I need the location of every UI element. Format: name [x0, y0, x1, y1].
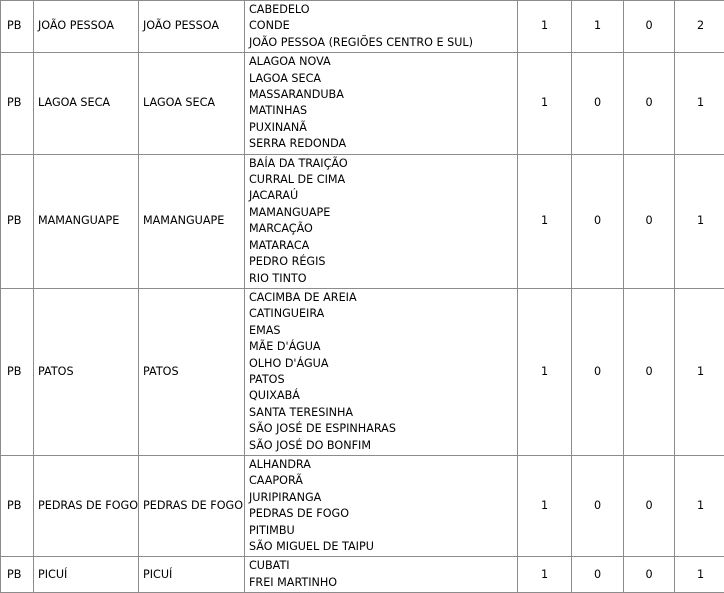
count-cell-3: 0 — [624, 154, 675, 288]
municipality-name: PATOS — [249, 372, 517, 388]
count-cell-4: 1 — [675, 288, 724, 455]
region-cell: PICUÍ — [34, 557, 139, 593]
count-cell-1: 1 — [518, 455, 572, 556]
municipality-name: CUBATI — [249, 558, 517, 574]
seat-cell: JOÃO PESSOA — [139, 1, 245, 53]
table-row — [1, 154, 724, 288]
municipalities-cell — [245, 1, 518, 53]
municipality-name: PITIMBU — [249, 523, 517, 539]
municipality-name: JOÃO PESSOA (REGIÕES CENTRO E SUL) — [249, 35, 517, 51]
region-cell: PEDRAS DE FOGO — [34, 455, 139, 556]
uf-cell: PB — [1, 455, 34, 556]
count-cell-1: 1 — [518, 288, 572, 455]
seat-cell: LAGOA SECA — [139, 53, 245, 154]
municipality-name: MARCAÇÃO — [249, 221, 517, 237]
count-cell-2: 0 — [572, 557, 624, 593]
municipality-name: JACARAÚ — [249, 188, 517, 204]
count-cell-2: 0 — [572, 455, 624, 556]
count-cell-4: 1 — [675, 154, 724, 288]
municipality-name: OLHO D'ÁGUA — [249, 356, 517, 372]
municipalities-cell — [245, 53, 518, 154]
municipality-name: LAGOA SECA — [249, 71, 517, 87]
seat-cell: MAMANGUAPE — [139, 154, 245, 288]
municipality-name: MATINHAS — [249, 103, 517, 119]
count-cell-1: 1 — [518, 1, 572, 53]
municipality-name: SANTA TERESINHA — [249, 405, 517, 421]
region-cell: PATOS — [34, 288, 139, 455]
count-cell-3: 0 — [624, 455, 675, 556]
municipality-name: ALHANDRA — [249, 457, 517, 473]
region-cell: JOÃO PESSOA — [34, 1, 139, 53]
region-cell: MAMANGUAPE — [34, 154, 139, 288]
uf-cell: PB — [1, 288, 34, 455]
count-cell-1: 1 — [518, 154, 572, 288]
municipality-name: ALAGOA NOVA — [249, 54, 517, 70]
count-cell-2: 0 — [572, 154, 624, 288]
municipalities-cell — [245, 557, 518, 593]
count-cell-2: 0 — [572, 288, 624, 455]
count-cell-1: 1 — [518, 53, 572, 154]
count-cell-4: 1 — [675, 557, 724, 593]
municipality-name: SÃO JOSÉ DE ESPINHARAS — [249, 421, 517, 437]
count-cell-2: 1 — [572, 1, 624, 53]
count-cell-4: 1 — [675, 53, 724, 154]
municipality-name: CONDE — [249, 18, 517, 34]
municipality-name: BAÍA DA TRAIÇÃO — [249, 156, 517, 172]
municipality-name: SÃO MIGUEL DE TAIPU — [249, 539, 517, 555]
count-cell-3: 0 — [624, 288, 675, 455]
count-cell-4: 1 — [675, 455, 724, 556]
count-cell-3: 0 — [624, 1, 675, 53]
count-cell-1: 1 — [518, 557, 572, 593]
municipalities-cell — [245, 288, 518, 455]
table-row — [1, 557, 724, 593]
municipality-name: CATINGUEIRA — [249, 306, 517, 322]
municipality-name: FREI MARTINHO — [249, 575, 517, 591]
uf-cell: PB — [1, 557, 34, 593]
municipality-name: MÃE D'ÁGUA — [249, 339, 517, 355]
municipality-name: PEDRAS DE FOGO — [249, 506, 517, 522]
municipality-name: CAAPORÃ — [249, 473, 517, 489]
table-row — [1, 53, 724, 154]
count-cell-2: 0 — [572, 53, 624, 154]
municipality-name: MASSARANDUBA — [249, 87, 517, 103]
table-body — [1, 1, 724, 593]
seat-cell: PICUÍ — [139, 557, 245, 593]
municipality-name: CABEDELO — [249, 2, 517, 18]
municipality-name: SÃO JOSÉ DO BONFIM — [249, 438, 517, 454]
table-row — [1, 1, 724, 53]
municipality-name: CACIMBA DE AREIA — [249, 290, 517, 306]
municipality-name: MATARACA — [249, 238, 517, 254]
municipality-name: RIO TINTO — [249, 271, 517, 287]
uf-cell: PB — [1, 154, 34, 288]
count-cell-4: 2 — [675, 1, 724, 53]
municipality-name: PUXINANÃ — [249, 120, 517, 136]
municipality-name: CURRAL DE CIMA — [249, 172, 517, 188]
table-row — [1, 455, 724, 556]
municipality-name: SERRA REDONDA — [249, 136, 517, 152]
municipality-name: PEDRO RÉGIS — [249, 254, 517, 270]
count-cell-3: 0 — [624, 557, 675, 593]
municipality-name: MAMANGUAPE — [249, 205, 517, 221]
municipality-name: EMAS — [249, 323, 517, 339]
uf-cell: PB — [1, 1, 34, 53]
seat-cell: PEDRAS DE FOGO — [139, 455, 245, 556]
region-cell: LAGOA SECA — [34, 53, 139, 154]
uf-cell: PB — [1, 53, 34, 154]
count-cell-3: 0 — [624, 53, 675, 154]
municipalities-cell — [245, 455, 518, 556]
municipality-name: QUIXABÁ — [249, 388, 517, 404]
table-row — [1, 288, 724, 455]
municipalities-cell — [245, 154, 518, 288]
seat-cell: PATOS — [139, 288, 245, 455]
municipality-name: JURIPIRANGA — [249, 490, 517, 506]
